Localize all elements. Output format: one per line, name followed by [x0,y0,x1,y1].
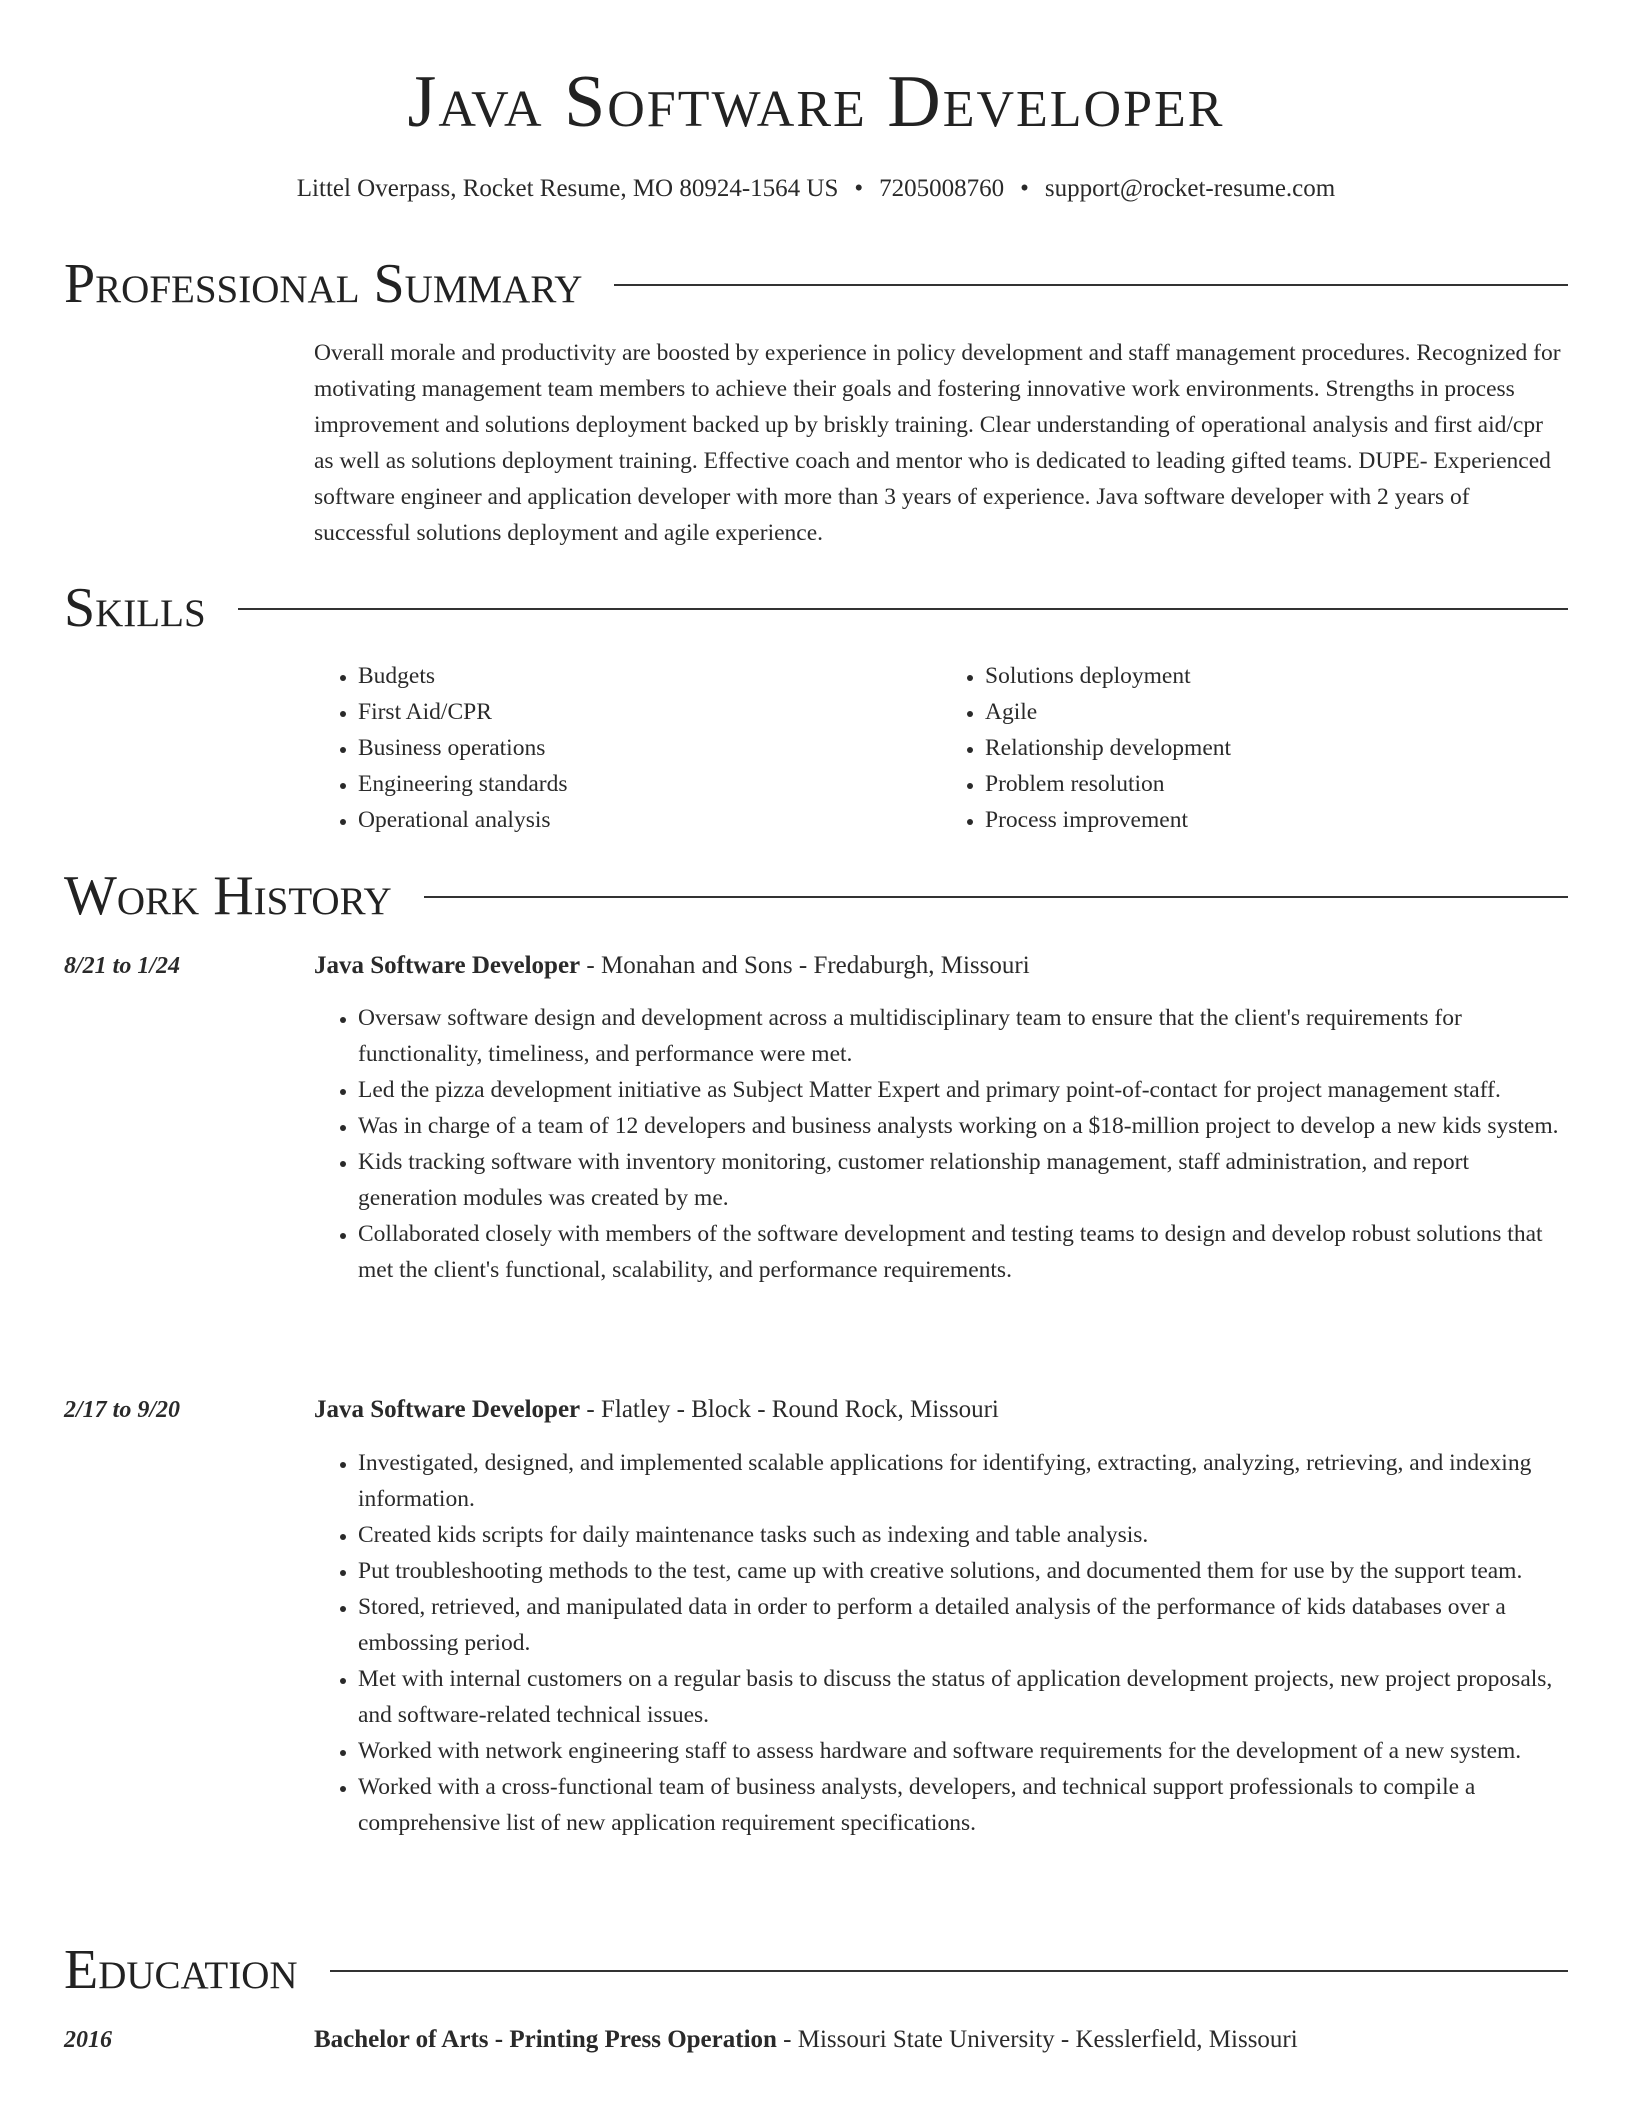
section-divider [330,1970,1568,1972]
section-title: Skills [64,577,206,639]
job-bullets [314,1000,1568,1288]
separator-dot: • [854,175,864,202]
skill-item: • Problem resolution [985,766,1568,802]
skill-item: • Agile [985,694,1568,730]
job-details: - Flatley - Block - Round Rock, Missouri [580,1396,999,1423]
job-dates: 2/17 to 9/20 [64,1397,181,1423]
section-title: Education [64,1939,298,2001]
job-bullet: • Was in charge of a team of 12 developers and business analysts working on a $18-million project to develop a new kids system. [358,1108,1568,1144]
summary-text: Overall morale and productivity are boosted by experience in policy development and staff management procedures. Recognized for motivating management team members to achieve their goals and fostering innovative work environments. Strengths in process improvement and solutions deployment backed up by briskly training. Clear understanding of operational analysis and first aid/cpr as well as solutions deployment training. Effective coach and mentor who is dedicated to leading gifted teams. DUPE- Experienced software engineer and application developer with more than 3 years of experience. Java software developer with 2 years of successful solutions deployment and agile experience. [314,340,1561,546]
education-details: - Missouri State University - Kesslerfield, Missouri [776,2026,1298,2053]
phone: 7205008760 [879,175,1005,202]
job-bullets [314,1445,1568,1841]
skill-item: • Process improvement [985,802,1568,838]
summary-heading [64,254,1568,314]
skill-item: • Relationship development [985,730,1568,766]
separator-dot: • [1020,175,1029,202]
contact-line [0,172,1632,206]
job-role: Java Software Developer [314,1396,581,1423]
education-year: 2016 [64,2027,112,2053]
job-title-line [314,948,1568,984]
work-history-heading [64,866,1568,926]
skill-item: • First Aid/CPR [358,694,941,730]
job-title-line [314,1392,1568,1428]
job-bullet: • Investigated, designed, and implemented scalable applications for identifying, extracting, analyzing, retrieving, and indexing information. [358,1445,1568,1517]
skills-column-left [314,658,941,838]
section-title: Work History [64,865,392,927]
job-bullet: • Kids tracking software with inventory monitoring, customer relationship management, staff administration, and report generation modules was created by me. [358,1144,1568,1216]
skills-list [314,658,1568,838]
education-degree: Bachelor of Arts - Printing Press Operation [314,2026,777,2053]
address: Littel Overpass, Rocket Resume, MO 80924-1564 US [296,175,839,202]
job-bullet: • Oversaw software design and development across a multidisciplinary team to ensure that the client's requirements for functionality, timeliness, and performance were met. [358,1000,1568,1072]
skill-item: • Engineering standards [358,766,941,802]
job-details: - Monahan and Sons - Fredaburgh, Missouri [580,952,1030,979]
job-bullet: • Stored, retrieved, and manipulated data in order to perform a detailed analysis of the performance of kids databases over a embossing period. [358,1589,1568,1661]
job-bullet: • Led the pizza development initiative as Subject Matter Expert and primary point-of-contact for project management staff. [358,1072,1568,1108]
skill-item: • Budgets [358,658,941,694]
education-heading [64,1940,1568,2000]
job-role: Java Software Developer [314,952,581,979]
job-bullet: • Met with internal customers on a regular basis to discuss the status of application development projects, new project proposals, and software-related technical issues. [358,1661,1568,1733]
job-bullet: • Worked with a cross-functional team of business analysts, developers, and technical support professionals to compile a comprehensive list of new application requirement specifications. [358,1769,1568,1841]
skill-item: • Business operations [358,730,941,766]
job-dates: 8/21 to 1/24 [64,953,181,979]
skills-column-right [941,658,1568,838]
section-title: Professional Summary [64,253,583,315]
skills-heading [64,578,1568,638]
section-divider [424,896,1568,898]
email: support@rocket-resume.com [1044,175,1336,202]
job-bullet: • Worked with network engineering staff to assess hardware and software requirements for the development of a new system. [358,1733,1568,1769]
section-divider [614,284,1568,286]
section-divider [238,608,1568,610]
job-bullet: • Put troubleshooting methods to the test, came up with creative solutions, and documented them for use by the support team. [358,1553,1568,1589]
skill-item: • Solutions deployment [985,658,1568,694]
job-bullet: • Collaborated closely with members of the software development and testing teams to design and develop robust solutions that met the client's functional, scalability, and performance requirements. [358,1216,1568,1288]
resume-name: Java Software Developer [407,61,1225,143]
skill-item: • Operational analysis [358,802,941,838]
education-line [314,2022,1568,2058]
job-bullet: • Created kids scripts for daily maintenance tasks such as indexing and table analysis. [358,1517,1568,1553]
